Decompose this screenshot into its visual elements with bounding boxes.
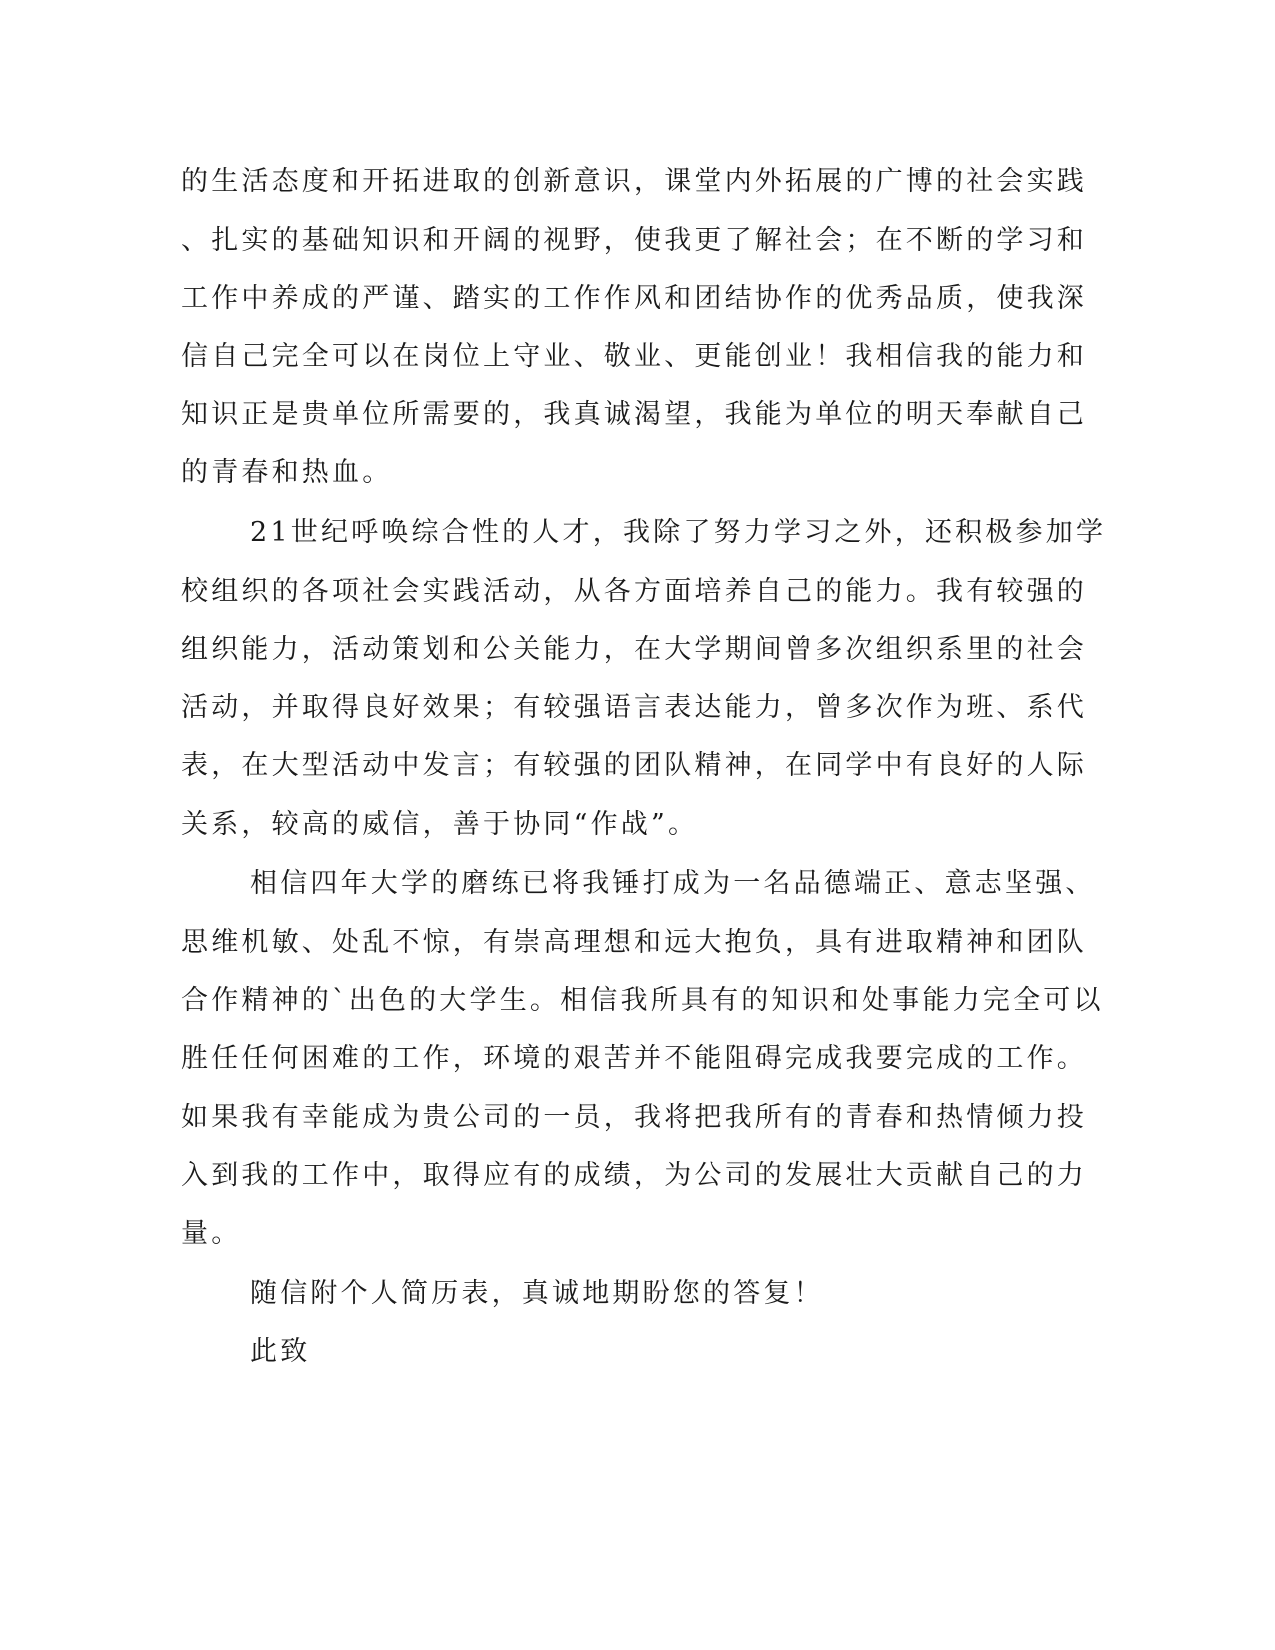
paragraph-first-line: 相信四年大学的磨练已将我锤打成为一名品德端正、意志坚强、 xyxy=(250,868,1096,899)
text-line: 、扎实的基础知识和开阔的视野，使我更了解社会；在不断的学习和 xyxy=(181,225,1087,256)
enclosure-note: 随信附个人简历表，真诚地期盼您的答复！ xyxy=(250,1278,824,1309)
text-line: 表，在大型活动中发言；有较强的团队精神，在同学中有良好的人际 xyxy=(181,750,1087,781)
paragraph-first-line: 21世纪呼唤综合性的人才，我除了努力学习之外，还积极参加学 xyxy=(250,517,1107,548)
text-line: 胜任任何困难的工作，环境的艰苦并不能阻碍完成我要完成的工作。 xyxy=(181,1043,1087,1074)
text-line: 关系，较高的威信，善于协同“作战”。 xyxy=(181,809,699,840)
text-line: 知识正是贵单位所需要的，我真诚渴望，我能为单位的明天奉献自己 xyxy=(181,399,1087,430)
text-line: 的生活态度和开拓进取的创新意识，课堂内外拓展的广博的社会实践 xyxy=(181,166,1087,197)
text-line: 工作中养成的严谨、踏实的工作作风和团结协作的优秀品质，使我深 xyxy=(181,283,1087,314)
text-line: 入到我的工作中，取得应有的成绩，为公司的发展壮大贡献自己的力 xyxy=(181,1160,1087,1191)
text-line: 思维机敏、处乱不惊，有崇高理想和远大抱负，具有进取精神和团队 xyxy=(181,927,1087,958)
text-line: 活动，并取得良好效果；有较强语言表达能力，曾多次作为班、系代 xyxy=(181,692,1087,723)
text-line: 合作精神的`出色的大学生。相信我所具有的知识和处事能力完全可以 xyxy=(181,985,1104,1016)
text-line: 如果我有幸能成为贵公司的一员，我将把我所有的青春和热情倾力投 xyxy=(181,1102,1087,1133)
closing-salutation: 此致 xyxy=(250,1336,311,1367)
text-line: 校组织的各项社会实践活动，从各方面培养自己的能力。我有较强的 xyxy=(181,576,1087,607)
text-line: 量。 xyxy=(181,1218,242,1249)
text-line: 组织能力，活动策划和公关能力，在大学期间曾多次组织系里的社会 xyxy=(181,634,1087,665)
text-line: 信自己完全可以在岗位上守业、敬业、更能创业！我相信我的能力和 xyxy=(181,341,1087,372)
text-line: 的青春和热血。 xyxy=(181,457,393,488)
